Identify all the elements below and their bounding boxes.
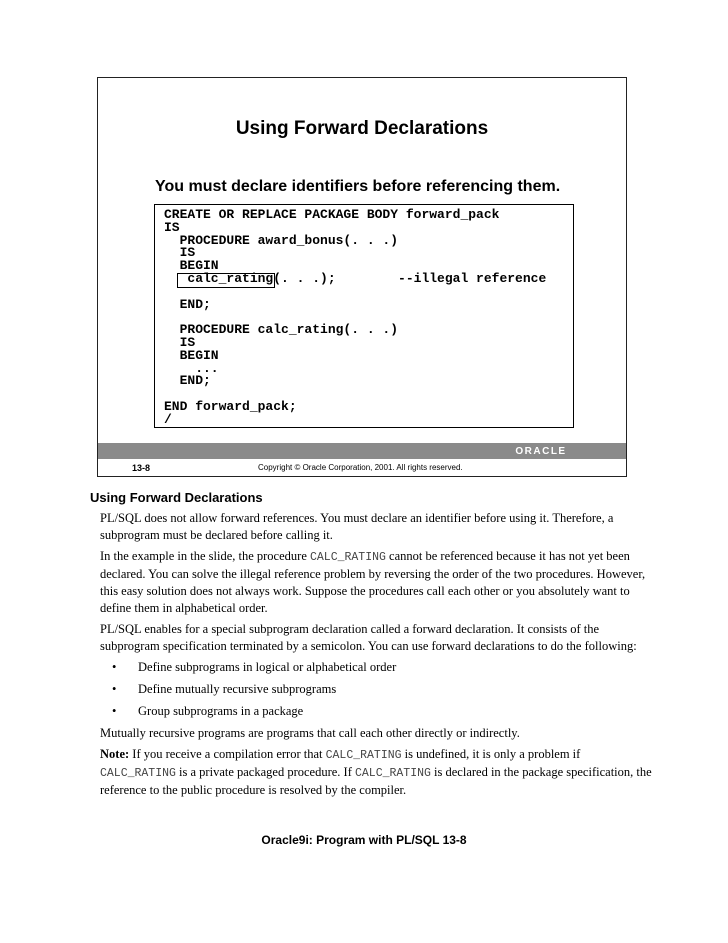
oracle-logo: ORACLE — [515, 445, 567, 457]
code-line: END; — [164, 373, 211, 389]
page-footer: Oracle9i: Program with PL/SQL 13-8 — [261, 833, 467, 847]
code-line: / — [164, 411, 172, 427]
note-label: Note: — [100, 747, 130, 761]
notes-paragraph-4: Mutually recursive programs are programs that call each other directly or indirectly. — [100, 726, 520, 740]
notes-paragraph-3: PL/SQL enables for a special subprogram declaration called a forward declaration. It consists of the subprogram specification terminated by a semicolon. You can use forward declarations to do the following: — [100, 622, 637, 653]
code-line: END; — [164, 296, 211, 312]
code-term: CALC_RATING — [100, 767, 176, 780]
bullet-icon: • — [112, 682, 117, 696]
bullet-icon: • — [112, 660, 117, 674]
list-item-text: Define subprograms in logical or alphabetical order — [138, 660, 397, 674]
code-box — [154, 204, 574, 428]
copyright-text: Copyright © Oracle Corporation, 2001. All rights reserved. — [258, 463, 463, 472]
code-term: CALC_RATING — [310, 551, 386, 564]
slide-frame — [97, 77, 627, 477]
code-line-illegal-reference: calc_rating(. . .); --illegal reference — [164, 270, 547, 286]
code-block — [164, 209, 546, 427]
code-line: IS — [164, 245, 196, 261]
code-line: PROCEDURE calc_rating(. . .) — [164, 322, 399, 338]
list-item-text: Group subprograms in a package — [138, 704, 304, 718]
slide-title: Using Forward Declarations — [235, 118, 489, 139]
notes-note — [100, 746, 658, 799]
text-run: is declared in the package specification, the reference to the public procedure is resolved by the compiler. — [100, 765, 652, 797]
list-item — [100, 703, 658, 720]
notes-section — [92, 489, 658, 803]
code-line: CREATE OR REPLACE PACKAGE BODY forward_pack — [164, 207, 500, 222]
calc-rating-highlight-box — [177, 273, 275, 288]
slide-subtitle: You must declare identifiers before referencing them. — [155, 178, 561, 195]
text-run: cannot be referenced because it has not yet been declared. You can solve the illegal reference problem by reversing the order of the two procedures. However, this easy solution does not always work. Suppose the procedures call each other or you absolutely want to define them in alphabetical order. — [100, 549, 646, 615]
list-item-text: Define mutually recursive subprograms — [138, 682, 337, 696]
code-line: PROCEDURE award_bonus(. . .) — [164, 232, 399, 248]
code-line: IS — [164, 219, 180, 235]
notes-paragraph-1: PL/SQL does not allow forward references. You must declare an identifier before using it. Therefore, a subprogram must be declared before calling it. — [100, 511, 614, 542]
code-line: ... — [164, 360, 219, 376]
slide-number: 13-8 — [132, 463, 151, 473]
text-run: is undefined, it is only a problem if — [401, 747, 581, 761]
code-term: CALC_RATING — [355, 767, 431, 780]
code-line: BEGIN — [164, 347, 219, 363]
bullet-icon: • — [112, 704, 117, 718]
code-line: BEGIN — [164, 258, 219, 274]
notes-heading: Using Forward Declarations — [90, 490, 263, 505]
text-run: If you receive a compilation error that — [129, 747, 326, 761]
text-run: is a private packaged procedure. If — [175, 765, 355, 779]
list-item — [100, 681, 658, 698]
code-term: CALC_RATING — [325, 749, 402, 762]
text-run: In the example in the slide, the procedure — [100, 549, 310, 563]
code-line: END forward_pack; — [164, 398, 297, 414]
bullet-list — [100, 659, 658, 720]
list-item — [100, 659, 658, 676]
code-line: IS — [164, 334, 196, 350]
notes-paragraph-2 — [100, 548, 658, 617]
